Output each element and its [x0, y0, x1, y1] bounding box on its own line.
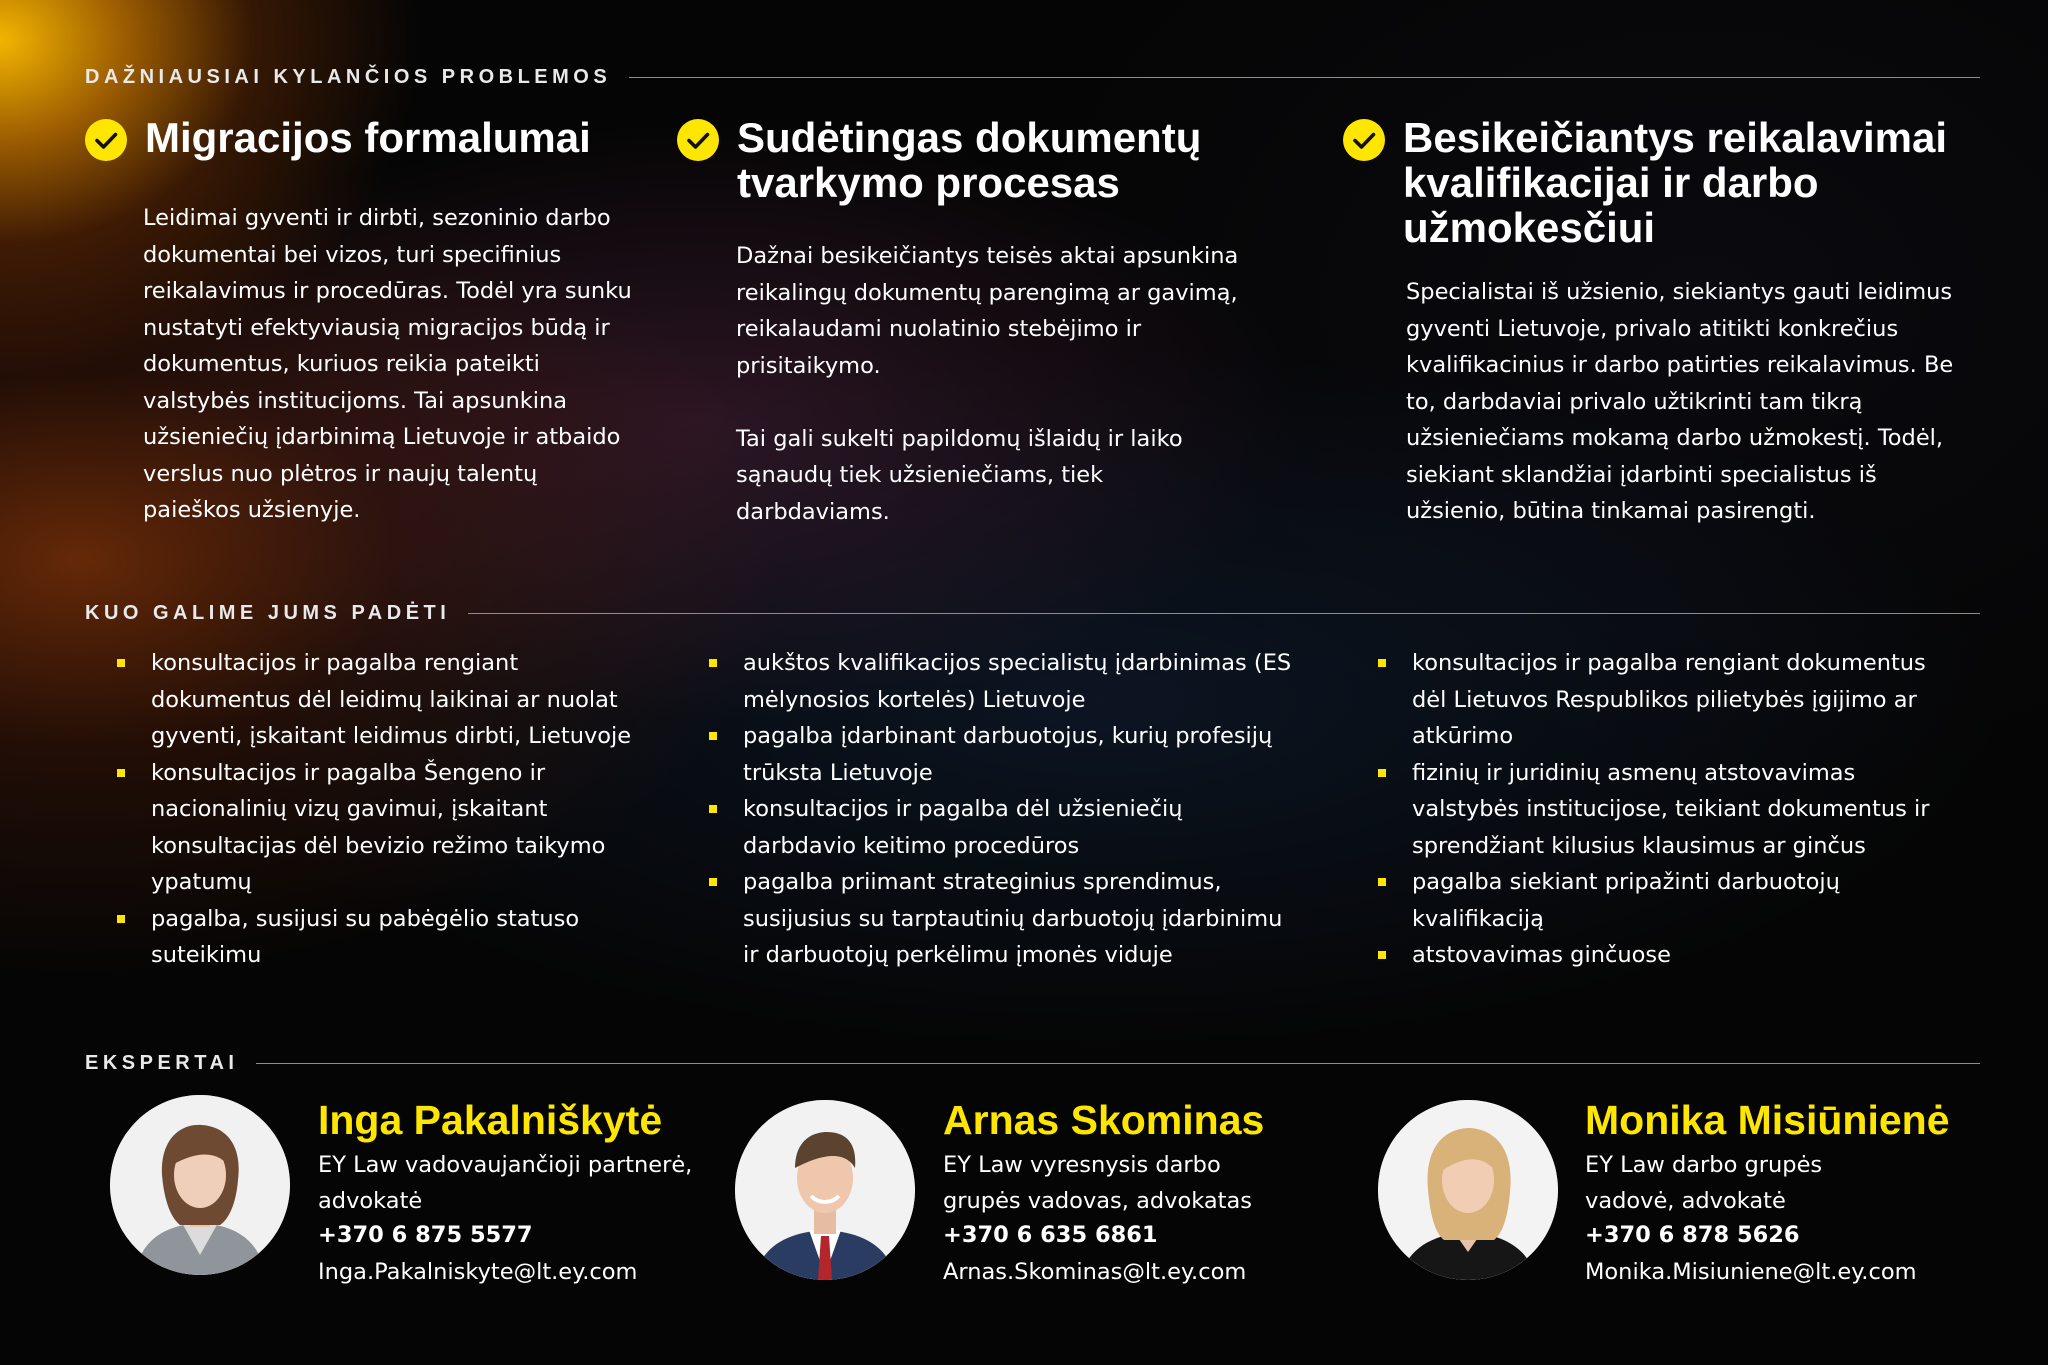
- expert-name: Inga Pakalniškytė: [318, 1097, 663, 1143]
- expert-role: EY Law darbo grupės vadovė, advokatė: [1585, 1152, 1823, 1214]
- help-list-col2: [707, 645, 1327, 974]
- list-item: pagalba priimant strateginius sprendimus, susijusius su tarptautinių darbuotojų įdarbinimu ir darbuotojų perkėlimu įmonės viduje: [707, 864, 1327, 974]
- problem-title-text: Besikeičiantys reikalavimai kvalifikacijai ir darbo užmokesčiui: [1403, 114, 1948, 251]
- expert-email[interactable]: Monika.Misiuniene@lt.ey.com: [1585, 1259, 1917, 1285]
- problem-title-documents: [677, 115, 1201, 205]
- expert-email[interactable]: Arnas.Skominas@lt.ey.com: [943, 1259, 1247, 1285]
- problem-description: Specialistai iš užsienio, siekiantys gauti leidimus gyventi Lietuvoje, privalo atitikti konkrečius kvalifikacinius ir darbo patirties reikalavimus. Be to, darbdaviai privalo užtikrinti tam tikrą užsieniečiams mokamą darbo užmokestį. Todėl, siekiant sklandžiai įdarbinti specialistus iš užsienio, būtina tinkamai pasirengti.: [1406, 279, 1954, 524]
- problems-section-label: DAŽNIAUSIAI KYLANČIOS PROBLEMOS: [85, 66, 612, 88]
- bullet-icon: [117, 915, 125, 923]
- list-item: pagalba įdarbinant darbuotojus, kurių profesijų trūksta Lietuvoje: [707, 718, 1327, 791]
- check-circle-icon: [1343, 119, 1385, 161]
- check-circle-icon: [677, 119, 719, 161]
- avatar: [1378, 1100, 1558, 1280]
- bullet-icon: [709, 732, 717, 740]
- expert-role: EY Law vadovaujančioji partnerė, advokatė: [318, 1152, 693, 1214]
- list-item: fizinių ir juridinių asmenų atstovavimas valstybės institucijose, teikiant dokumentus ir sprendžiant kilusius klausimus ar ginčus: [1376, 755, 2016, 865]
- bullet-icon: [709, 659, 717, 667]
- problems-section-header: [85, 66, 1980, 89]
- list-item: aukštos kvalifikacijos specialistų įdarbinimas (ES mėlynosios kortelės) Lietuvoje: [707, 645, 1327, 718]
- expert-phone[interactable]: +370 6 635 6861: [943, 1222, 1158, 1248]
- expert-role: EY Law vyresnysis darbo grupės vadovas, advokatas: [943, 1152, 1252, 1214]
- bullet-icon: [117, 659, 125, 667]
- problem-title-text: Sudėtingas dokumentų tvarkymo procesas: [737, 114, 1202, 206]
- list-item: pagalba siekiant pripažinti darbuotojų kvalifikaciją: [1376, 864, 2016, 937]
- problem-title-text: Migracijos formalumai: [145, 114, 591, 161]
- list-item: pagalba, susijusi su pabėgėlio statuso suteikimu: [115, 901, 675, 974]
- expert-phone[interactable]: +370 6 875 5577: [318, 1222, 533, 1248]
- section-divider: [468, 613, 1980, 614]
- list-item: konsultacijos ir pagalba rengiant dokumentus dėl Lietuvos Respublikos pilietybės įgijimo ar atkūrimo: [1376, 645, 2016, 755]
- problem-description: Dažnai besikeičiantys teisės aktai apsunkina reikalingų dokumentų parengimą ar gavimą, reikalaudami nuolatinio stebėjimo ir prisitaikymo. Tai gali sukelti papildomų išlaidų ir laiko sąnaudų tiek užsieniečiams, tiek darbdaviams.: [736, 243, 1239, 525]
- help-list-col1: [115, 645, 675, 974]
- experts-section-label: EKSPERTAI: [85, 1052, 239, 1074]
- expert-phone[interactable]: +370 6 878 5626: [1585, 1222, 1800, 1248]
- list-item: konsultacijos ir pagalba rengiant dokumentus dėl leidimų laikinai ar nuolat gyventi, įskaitant leidimus dirbti, Lietuvoje: [115, 645, 675, 755]
- bullet-icon: [709, 878, 717, 886]
- expert-name: Monika Misiūnienė: [1585, 1097, 1950, 1143]
- avatar: [735, 1100, 915, 1280]
- avatar: [110, 1095, 290, 1275]
- help-list-col3: [1376, 645, 2016, 974]
- section-divider: [629, 77, 1980, 78]
- bullet-icon: [117, 769, 125, 777]
- list-item: konsultacijos ir pagalba Šengeno ir nacionalinių vizų gavimui, įskaitant konsultacijas dėl bevizio režimo taikymo ypatumų: [115, 755, 675, 901]
- bullet-icon: [1378, 659, 1386, 667]
- help-section-header: [85, 602, 1980, 625]
- experts-section-header: [85, 1052, 1980, 1075]
- bullet-icon: [1378, 951, 1386, 959]
- problem-title-requirements: [1343, 115, 1947, 250]
- expert-email[interactable]: Inga.Pakalniskyte@lt.ey.com: [318, 1259, 638, 1285]
- list-item: konsultacijos ir pagalba dėl užsieniečių darbdavio keitimo procedūros: [707, 791, 1327, 864]
- section-divider: [256, 1063, 1980, 1064]
- bullet-icon: [709, 805, 717, 813]
- bullet-icon: [1378, 878, 1386, 886]
- help-section-label: KUO GALIME JUMS PADĖTI: [85, 602, 451, 624]
- problem-description: Leidimai gyventi ir dirbti, sezoninio darbo dokumentai bei vizos, turi specifinius reikalavimus ir procedūras. Todėl yra sunku nustatyti efektyviausią migracijos būdą ir dokumentus, kuriuos reikia pateikti valstybės institucijoms. Tai apsunkina užsieniečių įdarbinimą Lietuvoje ir atbaido verslus nuo plėtros ir naujų talentų paieškos užsienyje.: [143, 205, 632, 523]
- bullet-icon: [1378, 769, 1386, 777]
- problem-title-migration: [85, 115, 591, 161]
- expert-name: Arnas Skominas: [943, 1097, 1265, 1143]
- check-circle-icon: [85, 119, 127, 161]
- list-item: atstovavimas ginčuose: [1376, 937, 2016, 974]
